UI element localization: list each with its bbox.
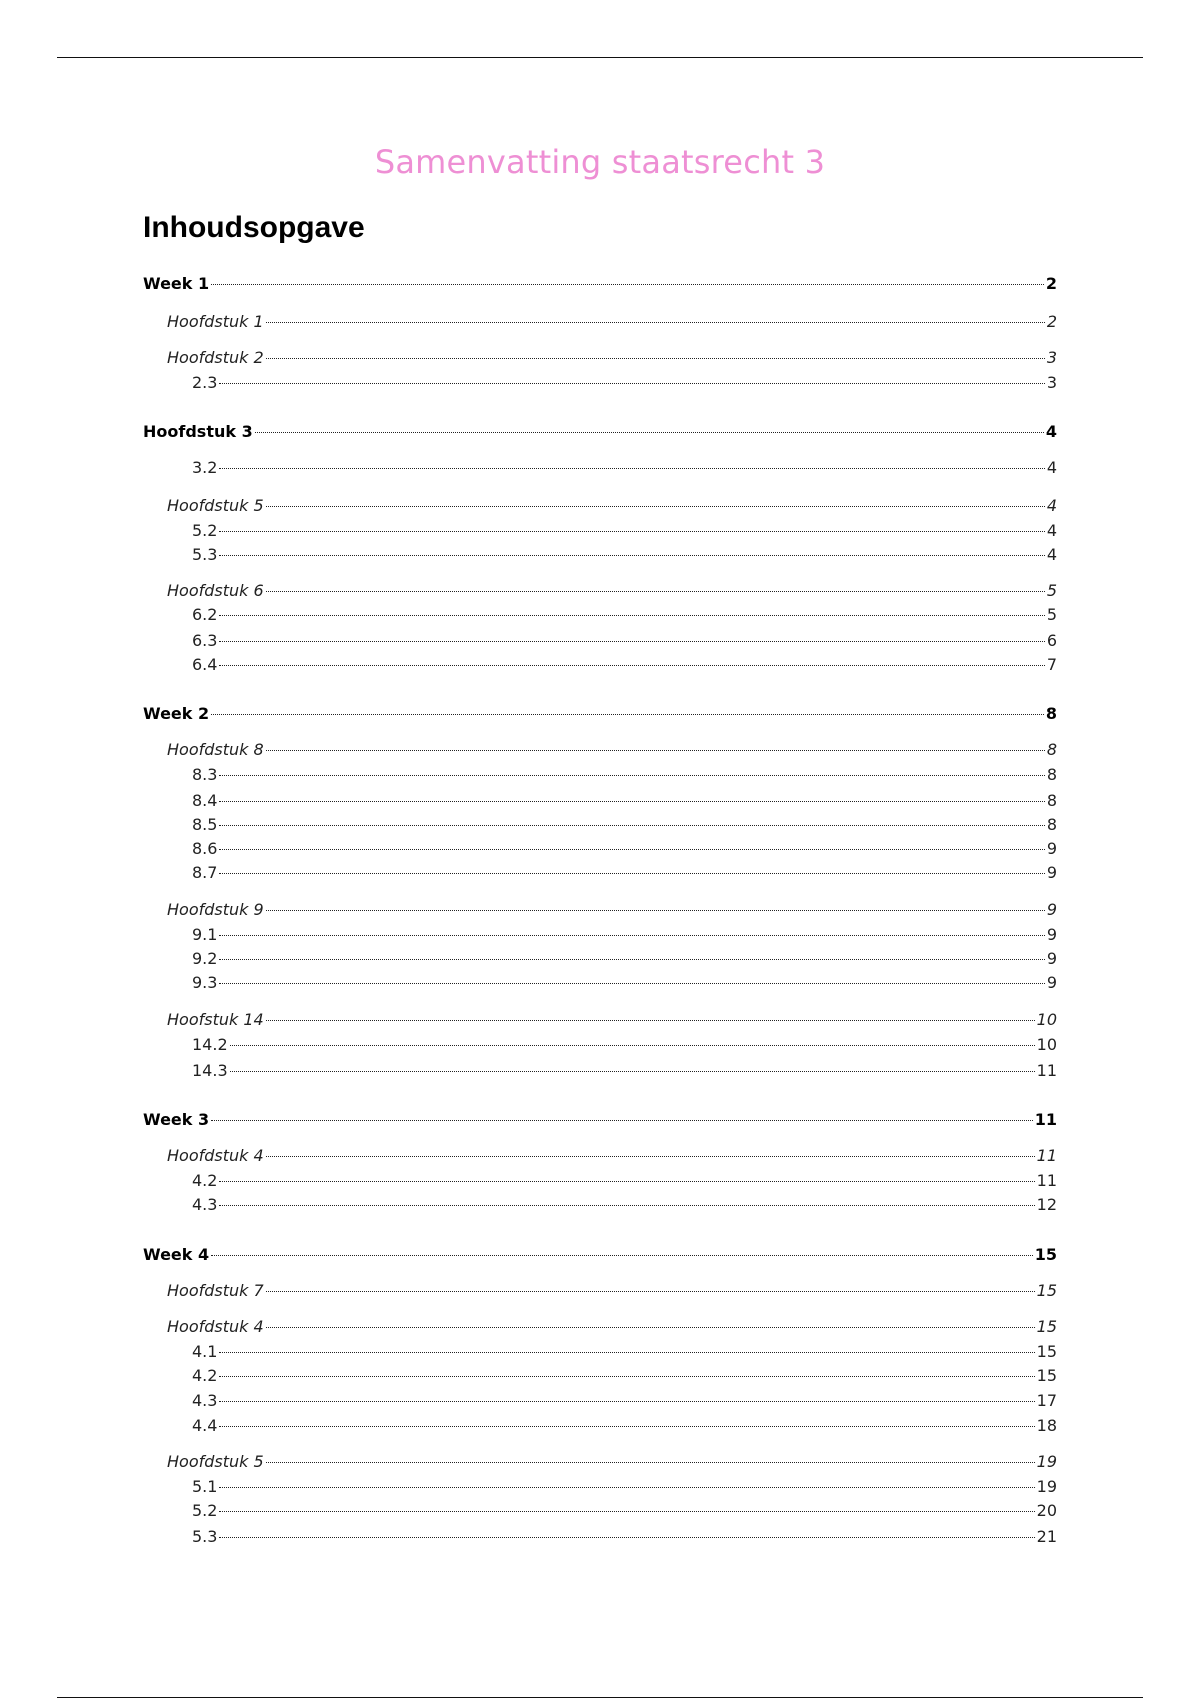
toc-entry-label: 4.2 (192, 1366, 218, 1385)
toc-entry-page-number: 10 (1036, 1035, 1057, 1054)
toc-dot-leader (211, 1120, 1033, 1121)
toc-entry[interactable] (143, 1244, 1057, 1266)
toc-dot-leader (219, 1352, 1034, 1353)
toc-dot-leader (219, 775, 1044, 776)
header-rule (57, 57, 1143, 58)
toc-entry-page-number: 4 (1046, 458, 1057, 477)
toc-entry-label: 9.2 (192, 949, 218, 968)
toc-entry-label: 9.3 (192, 973, 218, 992)
toc-entry-label: 8.4 (192, 791, 218, 810)
toc-entry-label: 9.1 (192, 925, 218, 944)
toc-entry-page-number: 15 (1036, 1281, 1057, 1300)
toc-dot-leader (219, 665, 1044, 666)
toc-entry-label: Hoofdstuk 4 (167, 1146, 264, 1165)
toc-entry[interactable] (143, 1170, 1057, 1192)
toc-dot-leader (219, 468, 1044, 469)
toc-entry-label: Hoofdstuk 9 (167, 900, 264, 919)
footer-rule (57, 1697, 1143, 1698)
toc-dot-leader (266, 750, 1045, 751)
toc-entry[interactable] (143, 972, 1057, 994)
toc-entry[interactable] (143, 899, 1057, 921)
toc-entry-page-number: 15 (1034, 1245, 1057, 1264)
toc-entry-page-number: 5 (1046, 581, 1057, 600)
toc-entry-page-number: 15 (1036, 1366, 1057, 1385)
toc-entry-page-number: 8 (1046, 791, 1057, 810)
toc-entry[interactable] (143, 457, 1057, 479)
toc-entry-label: 6.3 (192, 631, 218, 650)
toc-entry-label: Week 1 (143, 274, 210, 293)
toc-dot-leader (266, 358, 1045, 359)
toc-entry[interactable] (143, 764, 1057, 786)
toc-dot-leader (219, 825, 1044, 826)
toc-entry-page-number: 4 (1046, 496, 1057, 515)
toc-dot-leader (219, 1205, 1034, 1206)
toc-entry-page-number: 9 (1046, 949, 1057, 968)
toc-dot-leader (219, 383, 1044, 384)
document-title: Samenvatting staatsrecht 3 (374, 143, 826, 181)
toc-entry-label: 4.2 (192, 1171, 218, 1190)
toc-entry-page-number: 2 (1046, 312, 1057, 331)
toc-entry-label: 8.6 (192, 839, 218, 858)
toc-dot-leader (266, 1327, 1035, 1328)
toc-entry-label: 6.2 (192, 605, 218, 624)
toc-entry[interactable] (143, 1145, 1057, 1167)
toc-entry-page-number: 8 (1046, 740, 1057, 759)
toc-entry-label: Hoofstuk 14 (167, 1010, 264, 1029)
toc-entry-label: Hoofdstuk 7 (167, 1281, 264, 1300)
toc-entry-page-number: 21 (1036, 1527, 1057, 1546)
toc-entry-page-number: 8 (1046, 765, 1057, 784)
toc-entry-page-number: 10 (1036, 1010, 1057, 1029)
toc-entry-page-number: 9 (1046, 839, 1057, 858)
toc-entry[interactable] (143, 520, 1057, 542)
toc-entry-label: Hoofdstuk 5 (167, 1452, 264, 1471)
toc-entry[interactable] (143, 1476, 1057, 1498)
toc-entry-page-number: 11 (1036, 1061, 1057, 1080)
toc-entry[interactable] (143, 1500, 1057, 1522)
toc-entry-page-number: 15 (1036, 1342, 1057, 1361)
toc-entry-page-number: 4 (1046, 545, 1057, 564)
toc-entry[interactable] (143, 421, 1057, 443)
toc-entry[interactable] (143, 580, 1057, 602)
toc-dot-leader (266, 591, 1045, 592)
toc-entry-page-number: 19 (1036, 1477, 1057, 1496)
toc-entry[interactable] (143, 814, 1057, 836)
toc-dot-leader (219, 1401, 1034, 1402)
toc-dot-leader (211, 1255, 1033, 1256)
toc-entry[interactable] (143, 1034, 1057, 1056)
toc-entry-label: 5.2 (192, 521, 218, 540)
toc-entry[interactable] (143, 544, 1057, 566)
toc-dot-leader (219, 531, 1044, 532)
toc-entry-label: Hoofdstuk 3 (143, 422, 253, 441)
toc-entry[interactable] (143, 1280, 1057, 1302)
toc-entry-label: 5.2 (192, 1501, 218, 1520)
toc-entry-page-number: 8 (1046, 815, 1057, 834)
toc-dot-leader (219, 1511, 1034, 1512)
toc-entry[interactable] (143, 1341, 1057, 1363)
toc-entry-label: Hoofdstuk 5 (167, 496, 264, 515)
toc-dot-leader (219, 1426, 1034, 1427)
toc-entry-page-number: 20 (1036, 1501, 1057, 1520)
toc-entry[interactable] (143, 703, 1057, 725)
toc-entry-page-number: 11 (1034, 1110, 1057, 1129)
toc-entry-page-number: 2 (1045, 274, 1057, 293)
toc-dot-leader (219, 1487, 1034, 1488)
toc-entry-label: 4.1 (192, 1342, 218, 1361)
toc-dot-leader (266, 1020, 1035, 1021)
toc-entry[interactable] (143, 311, 1057, 333)
toc-dot-leader (266, 1156, 1035, 1157)
toc-entry[interactable] (143, 924, 1057, 946)
toc-entry-page-number: 4 (1045, 422, 1057, 441)
toc-entry-label: 3.2 (192, 458, 218, 477)
toc-entry-page-number: 7 (1046, 655, 1057, 674)
toc-dot-leader (266, 506, 1045, 507)
toc-entry-label: 6.4 (192, 655, 218, 674)
toc-entry[interactable] (143, 1365, 1057, 1387)
toc-entry-label: 5.3 (192, 1527, 218, 1546)
toc-entry-page-number: 5 (1046, 605, 1057, 624)
toc-entry-page-number: 9 (1046, 925, 1057, 944)
toc-entry-label: 4.3 (192, 1391, 218, 1410)
toc-entry-label: 8.5 (192, 815, 218, 834)
toc-dot-leader (219, 983, 1044, 984)
toc-entry-page-number: 8 (1045, 704, 1057, 723)
toc-entry[interactable] (143, 1194, 1057, 1216)
toc-entry-page-number: 9 (1046, 973, 1057, 992)
toc-entry-label: 4.3 (192, 1195, 218, 1214)
toc-entry-label: Hoofdstuk 2 (167, 348, 264, 367)
toc-entry-page-number: 19 (1036, 1452, 1057, 1471)
toc-entry[interactable] (143, 495, 1057, 517)
toc-dot-leader (219, 641, 1044, 642)
toc-entry[interactable] (143, 1316, 1057, 1338)
toc-entry-page-number: 11 (1036, 1171, 1057, 1190)
toc-entry-label: Hoofdstuk 6 (167, 581, 264, 600)
toc-dot-leader (219, 1376, 1034, 1377)
toc-dot-leader (219, 935, 1044, 936)
toc-entry[interactable] (143, 1451, 1057, 1473)
toc-dot-leader (255, 432, 1044, 433)
toc-entry[interactable] (143, 1009, 1057, 1031)
toc-dot-leader (211, 714, 1044, 715)
toc-entry[interactable] (143, 862, 1057, 884)
toc-heading: Inhoudsopgave (143, 211, 365, 244)
toc-entry[interactable] (143, 790, 1057, 812)
toc-entry-label: 14.3 (192, 1061, 228, 1080)
toc-entry-label: Hoofdstuk 4 (167, 1317, 264, 1336)
toc-entry[interactable] (143, 948, 1057, 970)
toc-entry-label: Hoofdstuk 1 (167, 312, 264, 331)
toc-entry-label: 5.3 (192, 545, 218, 564)
toc-entry-label: 5.1 (192, 1477, 218, 1496)
toc-entry[interactable] (143, 273, 1057, 295)
toc-dot-leader (219, 1181, 1034, 1182)
toc-entry-page-number: 3 (1046, 348, 1057, 367)
toc-dot-leader (266, 322, 1045, 323)
toc-entry[interactable] (143, 604, 1057, 626)
toc-dot-leader (266, 1291, 1035, 1292)
toc-entry-label: 4.4 (192, 1416, 218, 1435)
toc-dot-leader (211, 284, 1044, 285)
toc-entry[interactable] (143, 630, 1057, 652)
toc-entry-page-number: 15 (1036, 1317, 1057, 1336)
toc-dot-leader (219, 959, 1044, 960)
toc-entry-page-number: 6 (1046, 631, 1057, 650)
toc-entry[interactable] (143, 1415, 1057, 1437)
toc-entry[interactable] (143, 347, 1057, 369)
toc-dot-leader (219, 555, 1044, 556)
toc-entry-label: 14.2 (192, 1035, 228, 1054)
toc-entry-page-number: 11 (1036, 1146, 1057, 1165)
toc-entry-page-number: 18 (1036, 1416, 1057, 1435)
toc-dot-leader (230, 1045, 1035, 1046)
toc-entry[interactable] (143, 1109, 1057, 1131)
toc-dot-leader (230, 1071, 1035, 1072)
toc-entry[interactable] (143, 1390, 1057, 1412)
toc-entry-label: 2.3 (192, 373, 218, 392)
toc-entry-label: Week 4 (143, 1245, 210, 1264)
toc-entry-label: Week 3 (143, 1110, 210, 1129)
toc-entry-page-number: 9 (1046, 900, 1057, 919)
toc-entry-page-number: 12 (1036, 1195, 1057, 1214)
toc-dot-leader (219, 849, 1044, 850)
toc-entry[interactable] (143, 838, 1057, 860)
toc-entry-page-number: 17 (1036, 1391, 1057, 1410)
toc-entry[interactable] (143, 372, 1057, 394)
toc-entry-label: Hoofdstuk 8 (167, 740, 264, 759)
toc-entry-page-number: 9 (1046, 863, 1057, 882)
toc-dot-leader (219, 801, 1044, 802)
toc-entry[interactable] (143, 739, 1057, 761)
toc-dot-leader (266, 910, 1045, 911)
toc-entry-page-number: 3 (1046, 373, 1057, 392)
toc-entry[interactable] (143, 654, 1057, 676)
toc-dot-leader (219, 1537, 1034, 1538)
toc-entry[interactable] (143, 1526, 1057, 1548)
toc-entry-label: 8.7 (192, 863, 218, 882)
toc-dot-leader (219, 615, 1044, 616)
toc-entry[interactable] (143, 1060, 1057, 1082)
toc-entry-page-number: 4 (1046, 521, 1057, 540)
toc-dot-leader (266, 1462, 1035, 1463)
toc-entry-label: 8.3 (192, 765, 218, 784)
toc-dot-leader (219, 873, 1044, 874)
toc-entry-label: Week 2 (143, 704, 210, 723)
